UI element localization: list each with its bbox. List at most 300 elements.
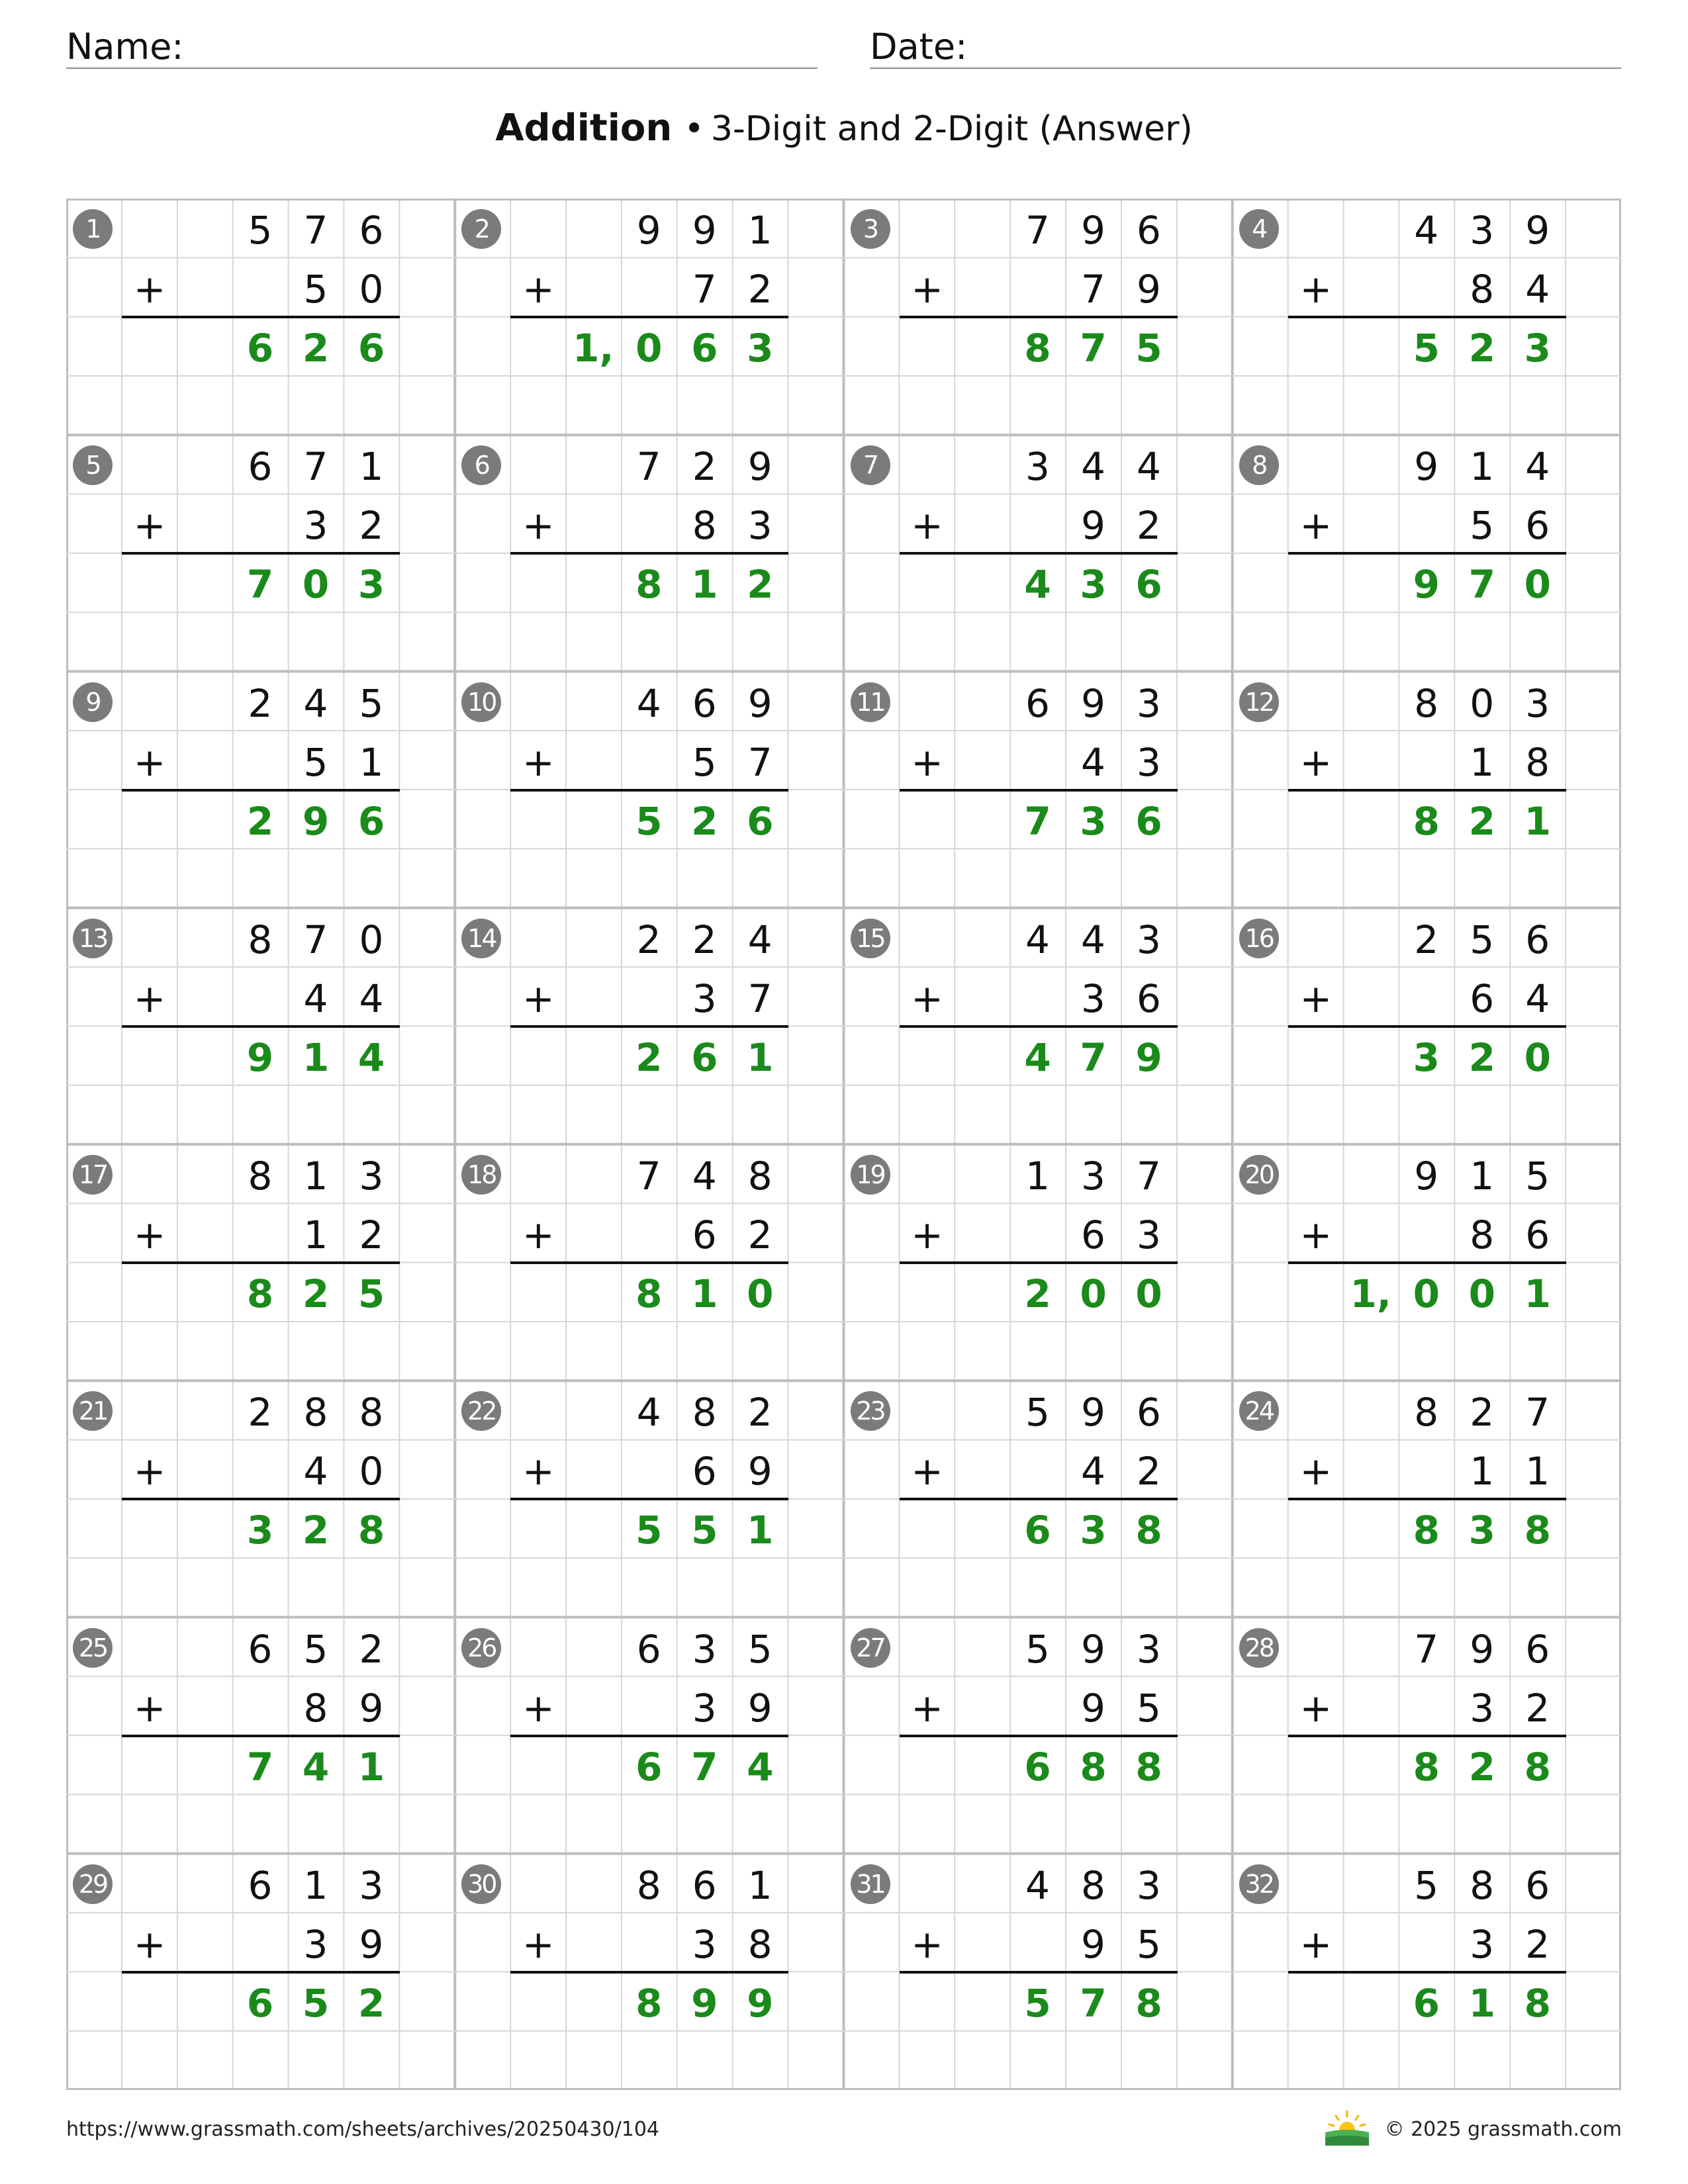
problem-14 bbox=[455, 908, 843, 1144]
addend-top-digit: 5 bbox=[248, 208, 273, 253]
sum-rule bbox=[122, 316, 400, 318]
problem-number-badge: 30 bbox=[461, 1864, 501, 1904]
addend-top bbox=[1399, 204, 1566, 257]
answer bbox=[1399, 1504, 1566, 1557]
sum-rule bbox=[900, 1735, 1178, 1737]
problem-17 bbox=[66, 1144, 455, 1381]
plus-sign: + bbox=[522, 1685, 555, 1731]
answer-digit: 2 bbox=[1468, 798, 1495, 844]
addend-bottom-digit: 6 bbox=[692, 1449, 717, 1494]
addend-top bbox=[1010, 1386, 1177, 1439]
answer bbox=[1010, 1031, 1177, 1084]
addend-bottom bbox=[288, 1682, 399, 1735]
problem-number-badge: 16 bbox=[1239, 919, 1279, 958]
sum-rule bbox=[510, 1025, 788, 1028]
addend-bottom bbox=[288, 499, 399, 552]
addend-top-digit: 3 bbox=[1470, 208, 1495, 253]
answer-digit: 8 bbox=[357, 1508, 385, 1553]
answer-digit: 4 bbox=[357, 1034, 385, 1080]
addend-top-digit: 9 bbox=[636, 208, 661, 253]
addend-top-digit: 5 bbox=[1470, 917, 1495, 962]
sum-rule bbox=[510, 789, 788, 792]
addend-bottom bbox=[288, 972, 399, 1025]
answer-digit: 3 bbox=[1524, 326, 1551, 371]
answer-digit: 0 bbox=[1413, 1271, 1440, 1316]
addend-top-digit: 2 bbox=[747, 1390, 773, 1435]
plus-sign: + bbox=[133, 267, 166, 312]
answer-digit: 2 bbox=[357, 1980, 385, 2026]
addend-top-digit: 4 bbox=[303, 680, 328, 726]
addend-bottom-digit: 5 bbox=[692, 739, 717, 785]
addend-bottom-digit: 3 bbox=[1470, 1685, 1495, 1731]
addend-bottom-digit: 5 bbox=[1470, 503, 1495, 549]
addend-bottom-digit: 9 bbox=[359, 1685, 384, 1731]
problem-number-badge: 2 bbox=[461, 209, 501, 249]
answer-digit: 5 bbox=[1413, 326, 1440, 371]
answer-digit: 5 bbox=[635, 1508, 663, 1553]
addend-bottom-digit: 8 bbox=[303, 1685, 328, 1731]
addend-bottom bbox=[1454, 1208, 1566, 1261]
problem-31 bbox=[844, 1854, 1233, 2090]
addend-top-digit: 4 bbox=[636, 680, 661, 726]
addend-top bbox=[1010, 1150, 1177, 1203]
answer bbox=[232, 1741, 399, 1794]
problem-number-badge: 21 bbox=[73, 1391, 113, 1431]
problem-number-badge: 20 bbox=[1239, 1155, 1279, 1195]
addend-top-digit: 6 bbox=[248, 1626, 273, 1672]
addend-top-digit: 7 bbox=[1525, 1390, 1550, 1435]
answer bbox=[232, 1977, 399, 2030]
answer-digit: 7 bbox=[691, 1744, 718, 1790]
addend-bottom-digit: 1 bbox=[1470, 1449, 1495, 1494]
addend-top-digit: 6 bbox=[1137, 1390, 1161, 1435]
problem-20 bbox=[1233, 1144, 1621, 1381]
plus-sign: + bbox=[1299, 739, 1333, 785]
addend-bottom bbox=[1066, 1918, 1177, 1971]
addend-bottom bbox=[288, 1445, 399, 1498]
addend-bottom bbox=[677, 736, 788, 789]
answer-digit: 6 bbox=[246, 326, 274, 371]
problem-22 bbox=[455, 1381, 843, 1617]
answer-digit: 5 bbox=[357, 1271, 385, 1316]
date-label: Date: bbox=[870, 26, 968, 68]
answer-digit: 7 bbox=[1080, 1980, 1107, 2026]
answer-digit: 2 bbox=[302, 1271, 330, 1316]
addend-bottom-digit: 1 bbox=[303, 1212, 328, 1257]
answer-digit: 4 bbox=[1024, 1034, 1051, 1080]
addend-bottom bbox=[677, 972, 788, 1025]
addend-bottom-digit: 3 bbox=[1470, 1921, 1495, 1967]
addend-top-digit: 5 bbox=[1525, 1154, 1550, 1199]
addend-top-digit: 9 bbox=[1081, 680, 1105, 726]
answer bbox=[1399, 558, 1566, 611]
addend-bottom-digit: 2 bbox=[747, 267, 773, 312]
answer-digit: 6 bbox=[357, 798, 385, 844]
problem-number-badge: 24 bbox=[1239, 1391, 1279, 1431]
answer-digit: 3 bbox=[1080, 1508, 1107, 1553]
answer-digit: 6 bbox=[635, 1744, 663, 1790]
addend-top bbox=[232, 440, 399, 493]
addend-top-digit: 6 bbox=[248, 444, 273, 490]
problem-number-badge: 12 bbox=[1239, 682, 1279, 722]
addend-bottom-digit: 4 bbox=[303, 976, 328, 1021]
plus-sign: + bbox=[522, 267, 555, 312]
answer-digit: 6 bbox=[1024, 1508, 1051, 1553]
plus-sign: + bbox=[1299, 1921, 1333, 1967]
addend-bottom-digit: 2 bbox=[1525, 1921, 1550, 1967]
answer-digit: 0 bbox=[747, 1271, 774, 1316]
addend-bottom-digit: 2 bbox=[359, 503, 384, 549]
sum-rule bbox=[510, 1261, 788, 1264]
problem-number-badge: 14 bbox=[461, 919, 501, 958]
answer-digit: 6 bbox=[246, 1980, 274, 2026]
problem-1 bbox=[66, 199, 455, 435]
plus-sign: + bbox=[133, 1921, 166, 1967]
addend-top-digit: 9 bbox=[1081, 208, 1105, 253]
problem-number-badge: 6 bbox=[461, 445, 501, 485]
plus-sign: + bbox=[911, 1685, 943, 1731]
sum-rule bbox=[900, 1971, 1178, 1974]
answer-digit: 3 bbox=[747, 326, 774, 371]
answer bbox=[1399, 795, 1566, 848]
addend-top-digit: 4 bbox=[1414, 208, 1439, 253]
answer-digit: 0 bbox=[1524, 562, 1551, 608]
problem-number-badge: 7 bbox=[851, 445, 890, 485]
answer bbox=[1010, 558, 1177, 611]
addend-top-digit: 3 bbox=[1525, 680, 1550, 726]
addend-bottom bbox=[677, 1445, 788, 1498]
addend-top-digit: 7 bbox=[1025, 208, 1050, 253]
plus-sign: + bbox=[522, 503, 555, 549]
addend-bottom bbox=[288, 1208, 399, 1261]
plus-sign: + bbox=[1299, 267, 1333, 312]
addend-top-digit: 8 bbox=[1470, 1862, 1495, 1908]
addend-bottom-digit: 3 bbox=[1137, 1212, 1161, 1257]
answer bbox=[1010, 795, 1177, 848]
plus-sign: + bbox=[522, 1449, 555, 1494]
sum-rule bbox=[122, 1971, 400, 1974]
addend-top-digit: 8 bbox=[359, 1390, 384, 1435]
addend-top-digit: 4 bbox=[1025, 1862, 1050, 1908]
sum-rule bbox=[1288, 789, 1566, 792]
problem-number-badge: 29 bbox=[73, 1864, 113, 1904]
addend-top-digit: 6 bbox=[1525, 1626, 1550, 1672]
problem-number-badge: 26 bbox=[461, 1628, 501, 1668]
addend-bottom bbox=[1454, 972, 1566, 1025]
name-line[interactable] bbox=[66, 68, 818, 69]
addend-bottom-digit: 4 bbox=[1525, 267, 1550, 312]
answer-digit: 9 bbox=[747, 1980, 774, 2026]
addend-top-digit: 8 bbox=[1414, 1390, 1439, 1435]
addend-bottom-digit: 1 bbox=[1470, 739, 1495, 785]
answer-digit: 3 bbox=[1080, 798, 1107, 844]
addend-top bbox=[621, 1859, 788, 1912]
sum-rule bbox=[1288, 1498, 1566, 1500]
date-line[interactable] bbox=[870, 68, 1621, 69]
problem-number-badge: 23 bbox=[851, 1391, 890, 1431]
addend-top-digit: 6 bbox=[1525, 1862, 1550, 1908]
addend-top-digit: 4 bbox=[747, 917, 773, 962]
sum-rule bbox=[900, 1025, 1178, 1028]
problem-21 bbox=[66, 1381, 455, 1617]
addend-top-digit: 6 bbox=[1137, 208, 1161, 253]
answer bbox=[1399, 1977, 1566, 2030]
addend-top bbox=[232, 913, 399, 966]
answer bbox=[232, 1504, 399, 1557]
addend-bottom-digit: 5 bbox=[303, 739, 328, 785]
addend-top-digit: 9 bbox=[1081, 1626, 1105, 1672]
addend-top-digit: 1 bbox=[359, 444, 384, 490]
answer bbox=[621, 1031, 788, 1084]
addend-bottom-digit: 9 bbox=[359, 1921, 384, 1967]
addend-bottom-digit: 1 bbox=[359, 739, 384, 785]
addend-top-digit: 7 bbox=[1137, 1154, 1161, 1199]
addend-top bbox=[232, 1859, 399, 1912]
addend-top-digit: 8 bbox=[692, 1390, 717, 1435]
addend-top-digit: 3 bbox=[1025, 444, 1050, 490]
answer bbox=[1010, 322, 1177, 375]
addend-bottom-digit: 0 bbox=[359, 1449, 384, 1494]
answer-digit: 6 bbox=[1135, 562, 1162, 608]
addend-bottom-digit: 4 bbox=[1525, 976, 1550, 1021]
problem-26 bbox=[455, 1617, 843, 1854]
answer-digit: 3 bbox=[246, 1508, 274, 1553]
answer bbox=[232, 1267, 399, 1320]
problem-number-badge: 10 bbox=[461, 682, 501, 722]
sum-rule bbox=[510, 316, 788, 318]
answer-digit: 8 bbox=[1080, 1744, 1107, 1790]
sum-rule bbox=[510, 552, 788, 555]
answer-digit: 8 bbox=[635, 1980, 663, 2026]
sum-rule bbox=[122, 789, 400, 792]
addend-bottom-digit: 7 bbox=[747, 739, 773, 785]
answer-digit: 2 bbox=[1468, 1744, 1495, 1790]
plus-sign: + bbox=[1299, 1212, 1333, 1257]
addend-bottom-digit: 4 bbox=[359, 976, 384, 1021]
addend-top bbox=[232, 204, 399, 257]
addend-bottom-digit: 4 bbox=[1081, 1449, 1105, 1494]
addend-top-digit: 6 bbox=[359, 208, 384, 253]
plus-sign: + bbox=[911, 503, 943, 549]
addend-top bbox=[1399, 1623, 1566, 1676]
answer-digit: 2 bbox=[1468, 1034, 1495, 1080]
addend-bottom-digit: 3 bbox=[1081, 976, 1105, 1021]
answer-digit: 1, bbox=[1350, 1271, 1391, 1316]
addend-top-digit: 1 bbox=[303, 1862, 328, 1908]
problem-number-badge: 28 bbox=[1239, 1628, 1279, 1668]
answer-digit: 1 bbox=[302, 1034, 330, 1080]
addend-top-digit: 9 bbox=[1414, 1154, 1439, 1199]
addend-bottom bbox=[677, 499, 788, 552]
addend-bottom-digit: 7 bbox=[1081, 267, 1105, 312]
answer-digit: 5 bbox=[691, 1508, 718, 1553]
problem-12 bbox=[1233, 672, 1621, 908]
addend-top-digit: 8 bbox=[1414, 680, 1439, 726]
sum-rule bbox=[510, 1498, 788, 1500]
addend-bottom-digit: 8 bbox=[692, 503, 717, 549]
addend-top-digit: 1 bbox=[1470, 1154, 1495, 1199]
addend-bottom-digit: 2 bbox=[747, 1212, 773, 1257]
addend-top-digit: 4 bbox=[1137, 444, 1161, 490]
answer-digit: 0 bbox=[302, 562, 330, 608]
addend-bottom-digit: 5 bbox=[1137, 1685, 1161, 1731]
title-separator: • bbox=[684, 109, 704, 149]
problem-number-badge: 9 bbox=[73, 682, 113, 722]
answer-digit: 6 bbox=[691, 1034, 718, 1080]
answer-digit: 0 bbox=[1080, 1271, 1107, 1316]
addend-bottom bbox=[1454, 1918, 1566, 1971]
answer-digit: 8 bbox=[1524, 1508, 1551, 1553]
answer bbox=[1343, 1267, 1566, 1320]
addend-bottom bbox=[1066, 499, 1177, 552]
addend-top-digit: 3 bbox=[692, 1626, 717, 1672]
problem-6 bbox=[455, 435, 843, 671]
problem-15 bbox=[844, 908, 1233, 1144]
addend-top bbox=[1399, 440, 1566, 493]
problem-number-badge: 11 bbox=[851, 682, 890, 722]
addend-bottom-digit: 6 bbox=[1081, 1212, 1105, 1257]
addend-bottom bbox=[1066, 263, 1177, 316]
answer bbox=[1399, 322, 1566, 375]
addend-top-digit: 4 bbox=[1525, 444, 1550, 490]
addend-bottom-digit: 3 bbox=[747, 503, 773, 549]
answer-digit: 8 bbox=[1024, 326, 1051, 371]
addend-bottom bbox=[288, 736, 399, 789]
addend-top-digit: 8 bbox=[303, 1390, 328, 1435]
answer bbox=[232, 558, 399, 611]
answer-digit: 8 bbox=[1135, 1508, 1162, 1553]
addend-top bbox=[621, 1150, 788, 1203]
sum-rule bbox=[122, 1498, 400, 1500]
addend-top-digit: 4 bbox=[1025, 917, 1050, 962]
answer-digit: 1 bbox=[1468, 1980, 1495, 2026]
answer-digit: 8 bbox=[1413, 1508, 1440, 1553]
problem-24 bbox=[1233, 1381, 1621, 1617]
addend-bottom-digit: 9 bbox=[1137, 267, 1161, 312]
addend-top bbox=[1399, 1150, 1566, 1203]
problem-10 bbox=[455, 672, 843, 908]
sum-rule bbox=[900, 1261, 1178, 1264]
addend-bottom-digit: 9 bbox=[1081, 1921, 1105, 1967]
answer-digit: 6 bbox=[1413, 1980, 1440, 2026]
sum-rule bbox=[1288, 1971, 1566, 1974]
addend-top-digit: 8 bbox=[1081, 1862, 1105, 1908]
answer-digit: 8 bbox=[1135, 1744, 1162, 1790]
addend-bottom-digit: 2 bbox=[1137, 503, 1161, 549]
problem-number-badge: 32 bbox=[1239, 1864, 1279, 1904]
addend-top-digit: 5 bbox=[1025, 1390, 1050, 1435]
answer-digit: 7 bbox=[1080, 1034, 1107, 1080]
name-label: Name: bbox=[66, 26, 184, 68]
answer-digit: 2 bbox=[1468, 326, 1495, 371]
addend-top bbox=[1399, 677, 1566, 730]
problem-27 bbox=[844, 1617, 1233, 1854]
problem-29 bbox=[66, 1854, 455, 2090]
answer-digit: 6 bbox=[691, 326, 718, 371]
answer bbox=[1399, 1031, 1566, 1084]
addend-top-digit: 6 bbox=[248, 1862, 273, 1908]
answer-digit: 5 bbox=[635, 798, 663, 844]
answer-digit: 7 bbox=[246, 562, 274, 608]
answer bbox=[232, 322, 399, 375]
problem-18 bbox=[455, 1144, 843, 1381]
addend-bottom-digit: 3 bbox=[692, 1921, 717, 1967]
answer-digit: 6 bbox=[357, 326, 385, 371]
addend-top-digit: 4 bbox=[636, 1390, 661, 1435]
plus-sign: + bbox=[911, 1449, 943, 1494]
problem-16 bbox=[1233, 908, 1621, 1144]
answer-digit: 5 bbox=[1135, 326, 1162, 371]
sum-rule bbox=[900, 552, 1178, 555]
answer-digit: 5 bbox=[1024, 1980, 1051, 2026]
answer-digit: 3 bbox=[1468, 1508, 1495, 1553]
addend-bottom-digit: 3 bbox=[303, 1921, 328, 1967]
addend-top bbox=[621, 1386, 788, 1439]
answer-digit: 2 bbox=[302, 1508, 330, 1553]
addend-bottom bbox=[1066, 1682, 1177, 1735]
problem-number-badge: 4 bbox=[1239, 209, 1279, 249]
plus-sign: + bbox=[911, 1212, 943, 1257]
addend-top-digit: 1 bbox=[747, 208, 773, 253]
answer-digit: 3 bbox=[1080, 562, 1107, 608]
addend-top bbox=[621, 677, 788, 730]
addend-bottom-digit: 6 bbox=[692, 1212, 717, 1257]
addend-top-digit: 8 bbox=[248, 1154, 273, 1199]
problem-number-badge: 3 bbox=[851, 209, 890, 249]
answer bbox=[565, 322, 788, 375]
plus-sign: + bbox=[1299, 503, 1333, 549]
plus-sign: + bbox=[133, 503, 166, 549]
plus-sign: + bbox=[522, 976, 555, 1021]
answer-digit: 1 bbox=[691, 1271, 718, 1316]
addend-top-digit: 5 bbox=[1025, 1626, 1050, 1672]
addend-bottom-digit: 4 bbox=[303, 1449, 328, 1494]
problem-32 bbox=[1233, 1854, 1621, 2090]
answer-digit: 9 bbox=[302, 798, 330, 844]
addend-top-digit: 2 bbox=[1470, 1390, 1495, 1435]
answer bbox=[1010, 1504, 1177, 1557]
addend-bottom-digit: 6 bbox=[1525, 1212, 1550, 1257]
addend-bottom bbox=[1066, 972, 1177, 1025]
addend-bottom-digit: 9 bbox=[747, 1685, 773, 1731]
addend-top-digit: 2 bbox=[692, 444, 717, 490]
problem-23 bbox=[844, 1381, 1233, 1617]
plus-sign: + bbox=[133, 1685, 166, 1731]
answer-digit: 2 bbox=[747, 562, 774, 608]
addend-top-digit: 9 bbox=[1414, 444, 1439, 490]
addend-top-digit: 2 bbox=[692, 917, 717, 962]
addend-bottom-digit: 3 bbox=[303, 503, 328, 549]
problem-grid bbox=[66, 199, 1621, 2090]
answer bbox=[232, 1031, 399, 1084]
answer-digit: 5 bbox=[302, 1980, 330, 2026]
addend-top-digit: 7 bbox=[303, 917, 328, 962]
sum-rule bbox=[510, 1735, 788, 1737]
plus-sign: + bbox=[522, 1921, 555, 1967]
answer-digit: 6 bbox=[1024, 1744, 1051, 1790]
problem-25 bbox=[66, 1617, 455, 1854]
addend-top-digit: 5 bbox=[359, 680, 384, 726]
sum-rule bbox=[122, 1735, 400, 1737]
answer-digit: 9 bbox=[1413, 562, 1440, 608]
answer-digit: 8 bbox=[1135, 1980, 1162, 2026]
sum-rule bbox=[122, 552, 400, 555]
addend-bottom bbox=[1454, 736, 1566, 789]
answer bbox=[1010, 1741, 1177, 1794]
sum-rule bbox=[510, 1971, 788, 1974]
answer bbox=[621, 1504, 788, 1557]
plus-sign: + bbox=[911, 1921, 943, 1967]
